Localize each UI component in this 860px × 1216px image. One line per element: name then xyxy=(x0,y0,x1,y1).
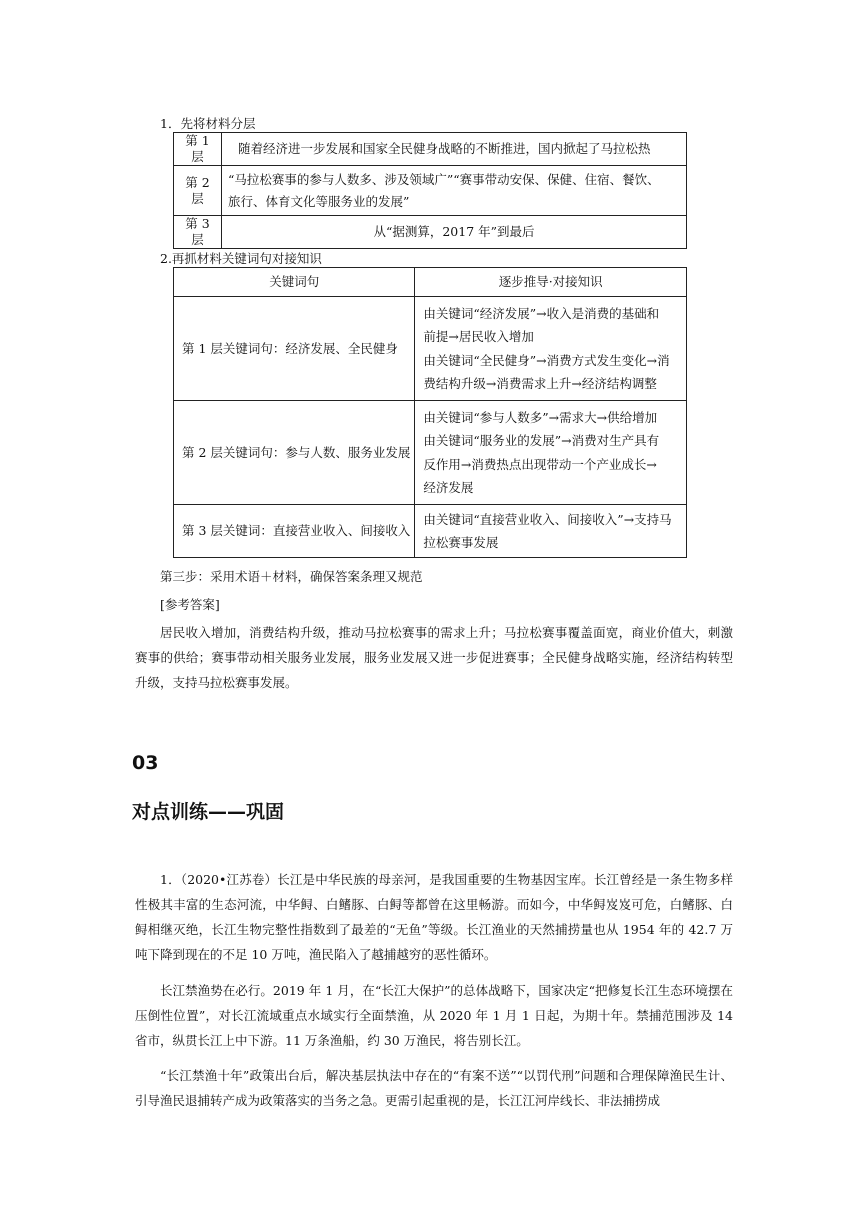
reasoning-line: 经济发展 xyxy=(423,480,474,495)
reasoning-line: 由关键词“经济发展”→收入是消费的基础和 xyxy=(423,305,660,321)
table-row xyxy=(174,401,687,505)
keyword-cell: 第 3 层关键词：直接营业收入、间接收入 xyxy=(174,505,415,558)
layer-content-line: 旅行、体育文化等服务业的发展” xyxy=(228,193,410,209)
reasoning-line: 费结构升级→消费需求上升→经济结构调整 xyxy=(423,376,657,391)
answer-paragraph: 居民收入增加，消费结构升级，推动马拉松赛事的需求上升；马拉松赛事覆盖面宽，商业价值大，刺激赛事的供给；赛事带动相关服务业发展，服务业发展又进一步促进赛事；全民健身战略实施，经济结构转型升级，支持马拉松赛事发展。 xyxy=(135,625,733,690)
keyword-table xyxy=(173,267,687,558)
step1-heading: 1．先将材料分层 xyxy=(160,116,256,131)
table-row xyxy=(174,505,687,558)
layer-content xyxy=(222,166,687,216)
layer-content-line: “马拉松赛事的参与人数多、涉及领域广”“赛事带动安保、保健、住宿、餐饮、 xyxy=(228,171,660,187)
layer-label: 第 3 层 xyxy=(174,216,222,249)
exercise-paragraph-2: 长江禁渔势在必行。2019 年 1 月，在“长江大保护”的总体战略下，国家决定“把修复长江生态环境摆在压倒性位置”，对长江流域重点水域实行全面禁渔，从 2020 年 1 月 1 日起，为期十年。禁捕范围涉及 14 省市，纵贯长江上中下游。11 万条渔船，约 30 万渔民，将告别长江。 xyxy=(135,983,733,1048)
exercise-paragraph-3: “长江禁渔十年”政策出台后，解决基层执法中存在的“有案不送”“以罚代刑”问题和合理保障渔民生计、引导渔民退捕转产成为政策落实的当务之急。更需引起重视的是，长江江河岸线长、非法捕捞成 xyxy=(135,1068,733,1108)
section-title: 对点训练——巩固 xyxy=(132,801,285,823)
answer-label: [参考答案] xyxy=(160,597,220,612)
layer-label: 第 2 层 xyxy=(174,166,222,216)
layer-table xyxy=(173,132,687,249)
step2-heading: 2.再抓材料关键词句对接知识 xyxy=(160,251,322,266)
step3-text: 第三步：采用术语＋材料，确保答案条理又规范 xyxy=(160,569,423,584)
reasoning-line: 由关键词“参与人数多”→需求大→供给增加 xyxy=(423,409,658,425)
layer-content: 随着经济进一步发展和国家全民健身战略的不断推进，国内掀起了马拉松热 xyxy=(222,133,687,166)
reasoning-line: 拉松赛事发展 xyxy=(423,535,499,550)
reasoning-line: 由关键词“服务业的发展”→消费对生产具有 xyxy=(423,433,660,448)
reasoning-line: 由关键词“直接营业收入、间接收入”→支持马 xyxy=(423,511,672,527)
keyword-cell: 第 2 层关键词句：参与人数、服务业发展 xyxy=(174,401,415,505)
column-header-keywords: 关键词句 xyxy=(174,268,415,297)
reasoning-line: 前提→居民收入增加 xyxy=(423,329,534,344)
keyword-cell: 第 1 层关键词句：经济发展、全民健身 xyxy=(174,297,415,401)
exercise-paragraph-1: 1．（2020•江苏卷）长江是中华民族的母亲河，是我国重要的生物基因宝库。长江曾经是一条生物多样性极其丰富的生态河流，中华鲟、白鳍豚、白鲟等都曾在这里畅游。而如今，中华鲟岌岌可危，白鳍豚、白鲟相继灭绝，长江生物完整性指数到了最差的“无鱼”等级。长江渔业的天然捕捞量也从 1954 年的 42.7 万吨下降到现在的不足 10 万吨，渔民陷入了越捕越穷的恶性循环。 xyxy=(135,872,733,962)
reasoning-cell xyxy=(415,297,687,401)
reasoning-cell xyxy=(415,505,687,558)
reasoning-line: 由关键词“全民健身”→消费方式发生变化→消 xyxy=(423,352,670,368)
reasoning-cell xyxy=(415,401,687,505)
table-row xyxy=(174,297,687,401)
layer-content: 从“据测算，2017 年”到最后 xyxy=(222,216,687,249)
layer-label: 第 1 层 xyxy=(174,133,222,166)
table-row xyxy=(174,216,687,249)
section-number: 03 xyxy=(132,752,159,774)
reasoning-line: 反作用→消费热点出现带动一个产业成长→ xyxy=(423,456,657,472)
table-row xyxy=(174,133,687,166)
table-header-row xyxy=(174,268,687,297)
table-row xyxy=(174,166,687,216)
column-header-reasoning: 逐步推导·对接知识 xyxy=(415,268,687,297)
